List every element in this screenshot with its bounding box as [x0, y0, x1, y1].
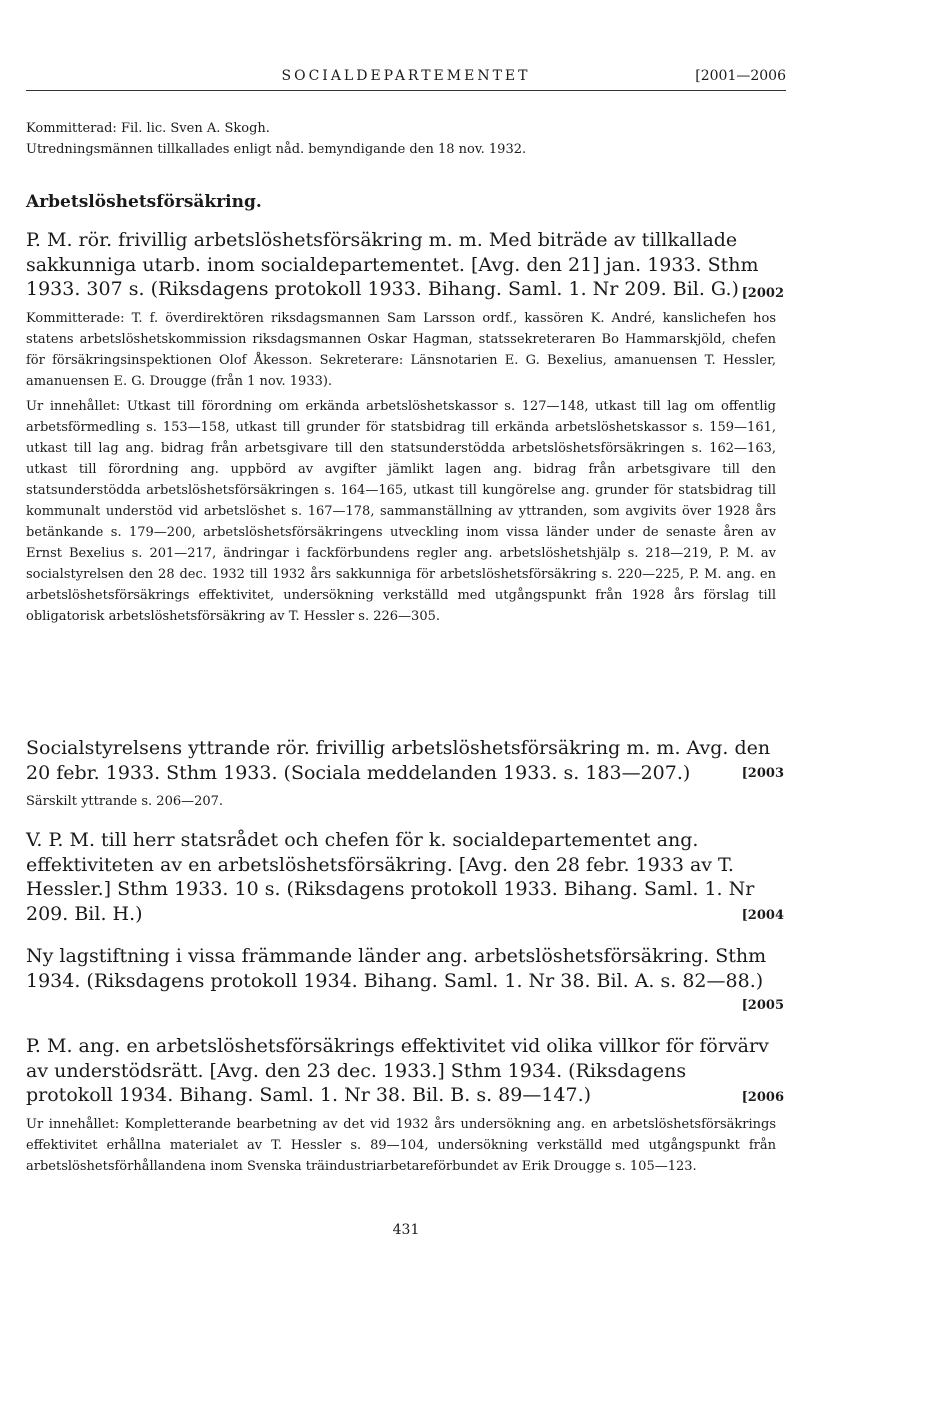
entry-number: [2003: [741, 766, 784, 781]
entry-2006: [26, 1034, 784, 1177]
entry-committee-note: Kommitterade: T. f. överdirektören riksdagsmannen Sam Larsson ordf., kassören K. André, kanslichefen hos statens arbetslöshetskommission riksdagsmannen Oskar Hagman, statssekreteraren Bo Hammarskjöld, chefen för försäkringsinspektionen Olof Åkesson. Sekreterare: Länsnotarien E. G. Bexelius, amanuensen T. Hessler, amanuensen E. G. Drougge (från 1 nov. 1933).: [26, 310, 776, 389]
entry-special-note: Särskilt yttrande s. 206—207.: [26, 794, 224, 809]
entry-contents-note: Ur innehållet: Kompletterande bearbetning av det vid 1932 års undersökning ang. en arbetslöshetsförsäkrings effektivitet erhållna materialet av T. Hessler s. 89—104, undersökning verkställd med utgångspunkt från arbetslöshetsförhållandena inom Svenska träindustriarbetareförbundet av Erik Drougge s. 105—123.: [26, 1116, 776, 1174]
entry-2004: [26, 828, 784, 926]
header-title: SOCIALDEPARTEMENTET: [281, 68, 531, 84]
entry-2002: [26, 228, 784, 627]
entry-2003: [26, 736, 784, 812]
entry-title: Socialstyrelsens yttrande rör. frivillig arbetslöshetsförsäkring m. m. Avg. den 20 febr. 1933. Sthm 1933. (Sociala meddelanden 1933. s. 183—207.): [26, 737, 771, 784]
entry-number: [2002: [741, 286, 784, 301]
running-header: [26, 68, 786, 91]
page-number: 431: [392, 1222, 420, 1238]
entry-title: P. M. rör. frivillig arbetslöshetsförsäkring m. m. Med biträde av tillkallade sakkunniga utarb. inom socialdepartementet. [Avg. den 21] jan. 1933. Sthm 1933. 307 s. (Riksdagens protokoll 1933. Bihang. Saml. 1. Nr 209. Bil. G.): [26, 229, 759, 300]
intro-line-2: Utredningsmännen tillkallades enligt nåd. bemyndigande den 18 nov. 1932.: [26, 142, 527, 157]
entry-title: P. M. ang. en arbetslöshetsförsäkrings effektivitet vid olika villkor för förvärv av understödsrätt. [Avg. den 23 dec. 1933.] Sthm 1934. (Riksdagens protokoll 1934. Bihang. Saml. 1. Nr 38. Bil. B. s. 89—147.): [26, 1035, 769, 1106]
section-title: Arbetslöshetsförsäkring.: [26, 192, 262, 212]
intro-block: [26, 118, 776, 160]
entry-title: Ny lagstiftning i vissa främmande länder ang. arbetslöshetsförsäkring. Sthm 1934. (Riksdagens protokoll 1934. Bihang. Saml. 1. Nr 38. Bil. A. s. 82—88.): [26, 945, 767, 992]
header-range: [2001—2006: [695, 68, 786, 84]
entry-number: [2004: [741, 908, 784, 923]
entry-title: V. P. M. till herr statsrådet och chefen för k. socialdepartementet ang. effektiviteten av en arbetslöshetsförsäkring. [Avg. den 28 febr. 1933 av T. Hessler.] Sthm 1933. 10 s. (Riksdagens protokoll 1933. Bihang. Saml. 1. Nr 209. Bil. H.): [26, 829, 755, 925]
entry-number: [2006: [741, 1090, 784, 1105]
entry-number: [2005: [741, 998, 784, 1013]
intro-line-1: Kommitterad: Fil. lic. Sven A. Skogh.: [26, 121, 270, 136]
entry-contents-note: Ur innehållet: Utkast till förordning om erkända arbetslöshetskassor s. 127—148, utkast till lag om offentlig arbetsförmedling s. 153—158, utkast till grunder för statsbidrag till erkända arbetslöshetskassor s. 159—161, utkast till lag ang. bidrag från arbetsgivare till den statsunderstödda arbetslöshetsförsäkringen s. 162—163, utkast till förordning ang. uppbörd av avgifter jämlikt lagen ang. bidrag från arbetsgivare till den statsunderstödda arbetslöshetsförsäkringen s. 164—165, utkast till kungörelse ang. grunder för statsbidrag till kommunalt understöd vid arbetslöshet s. 167—178, sammanställning av yttranden, som avgivits över 1928 års betänkande s. 179—200, arbetslöshetsförsäkringens utveckling inom vissa länder under de senaste åren av Ernst Bexelius s. 201—217, ändringar i fackförbundens regler ang. arbetslöshetshjälp s. 218—219, P. M. av socialstyrelsen den 28 dec. 1932 till 1932 års sakkunniga för arbetslöshetsförsäkring s. 220—225, P. M. ang. en arbetslöshetsförsäkrings effektivitet, undersökning verkställd med utgångspunkt från 1928 års förslag till obligatorisk arbetslöshetsförsäkring av T. Hessler s. 226—305.: [26, 398, 776, 624]
entry-2005: [26, 944, 784, 1013]
